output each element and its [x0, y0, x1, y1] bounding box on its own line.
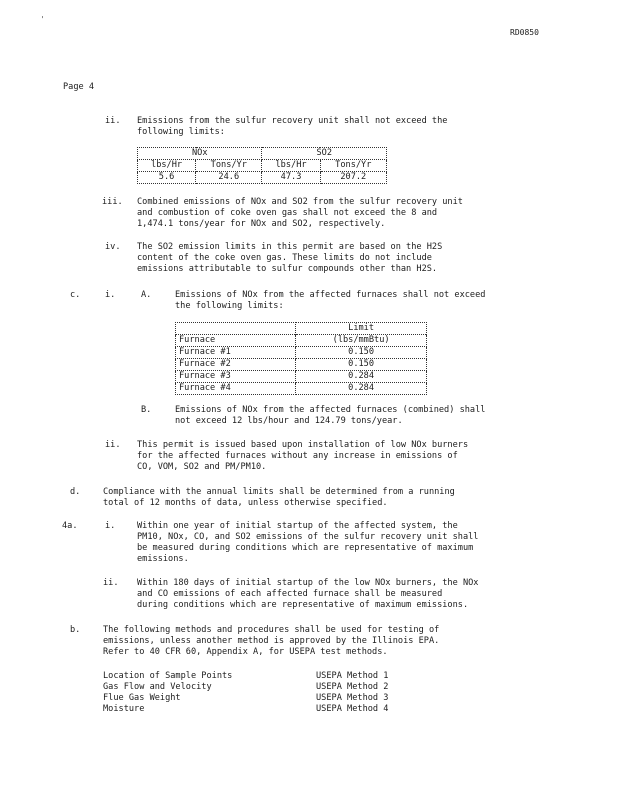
method-name: USEPA Method 2	[316, 682, 389, 692]
item-iii-label: iii.	[102, 197, 123, 207]
page-label: Page 4	[63, 82, 95, 92]
item-4a-ii-label: ii.	[103, 578, 119, 588]
col-header-limit-units: (lbs/mmBtu)	[296, 335, 427, 347]
col-header: Tons/Yr	[320, 160, 386, 172]
table-row: Furnace #3 0.284	[176, 371, 427, 383]
item-iv-label: iv.	[105, 242, 121, 252]
item-b-text: The following methods and procedures shall be used for testing of emissions, unless another method is approved by the Illinois EPA. Refer to 40 CFR 60, Appendix A, for USEPA test methods.	[103, 625, 440, 657]
item-iii-text: Combined emissions of NOx and SO2 from the sulfur recovery unit and combustion of coke oven gas shall not exceed the 8 and 1,474.1 tons/year for NOx and SO2, respectively.	[137, 197, 463, 229]
group-header-nox: NOx	[138, 148, 262, 160]
col-header: lbs/Hr	[262, 160, 320, 172]
method-item: Gas Flow and Velocity	[103, 682, 212, 692]
item-c-a-text: Emissions of NOx from the affected furnaces shall not exceed the following limits:	[175, 290, 486, 311]
item-4a-i-text: Within one year of initial startup of the affected system, the PM10, NOx, CO, and SO2 emissions of the sulfur recovery unit shall be measured during conditions which are representative of maximum emissions.	[137, 521, 479, 564]
table-cell: 5.6	[138, 172, 196, 184]
item-c-i-label: i.	[105, 290, 116, 300]
method-name: USEPA Method 4	[316, 704, 389, 714]
method-name: USEPA Method 3	[316, 693, 389, 703]
item-d-label: d.	[70, 487, 81, 497]
table-row: Furnace #1 0.150	[176, 347, 427, 359]
item-c-b-label: B.	[141, 405, 152, 415]
table-row: Furnace #2 0.150	[176, 359, 427, 371]
col-header: Tons/Yr	[196, 160, 262, 172]
item-c-a-label: A.	[141, 290, 152, 300]
method-item: Moisture	[103, 704, 145, 714]
item-c-ii-text: This permit is issued based upon installation of low NOx burners for the affected furnaces without any increase in emissions of CO, VOM, SO2 and PM/PM10.	[137, 440, 469, 472]
item-iv-text: The SO2 emission limits in this permit are based on the H2S content of the coke oven gas. These limits do not include emissions attributable to sulfur compounds other than H2S.	[137, 242, 443, 274]
col-header: lbs/Hr	[138, 160, 196, 172]
item-ii-label: ii.	[105, 116, 121, 126]
col-header-furnace: Furnace	[176, 335, 296, 347]
scan-speck: '	[40, 15, 45, 24]
table-row: Furnace #4 0.284	[176, 383, 427, 395]
item-c-marker: c.	[70, 290, 81, 300]
item-ii-text: Emissions from the sulfur recovery unit shall not exceed the following limits:	[137, 116, 448, 137]
item-4a-ii-text: Within 180 days of initial startup of the low NOx burners, the NOx and CO emissions of each affected furnace shall be measured during conditions which are representative of maximum emissions.	[137, 578, 479, 610]
item-4a-marker: 4a.	[62, 521, 78, 531]
table-cell: 207.2	[320, 172, 386, 184]
table-cell: 47.3	[262, 172, 320, 184]
table-cell: 24.6	[196, 172, 262, 184]
sru-emission-table	[137, 147, 387, 184]
item-c-ii-label: ii.	[105, 440, 121, 450]
group-header-so2: SO2	[262, 148, 387, 160]
item-4a-i-label: i.	[105, 521, 116, 531]
col-header-limit: Limit	[296, 323, 427, 335]
item-b-label: b.	[70, 625, 81, 635]
method-name: USEPA Method 1	[316, 671, 389, 681]
item-d-text: Compliance with the annual limits shall be determined from a running total of 12 months of data, unless otherwise specified.	[103, 487, 455, 508]
method-item: Flue Gas Weight	[103, 693, 181, 703]
document-code: RD0850	[510, 28, 539, 37]
furnace-nox-table	[175, 322, 427, 395]
item-c-b-text: Emissions of NOx from the affected furnaces (combined) shall not exceed 12 lbs/hour and 124.79 tons/year.	[175, 405, 486, 426]
method-item: Location of Sample Points	[103, 671, 233, 681]
